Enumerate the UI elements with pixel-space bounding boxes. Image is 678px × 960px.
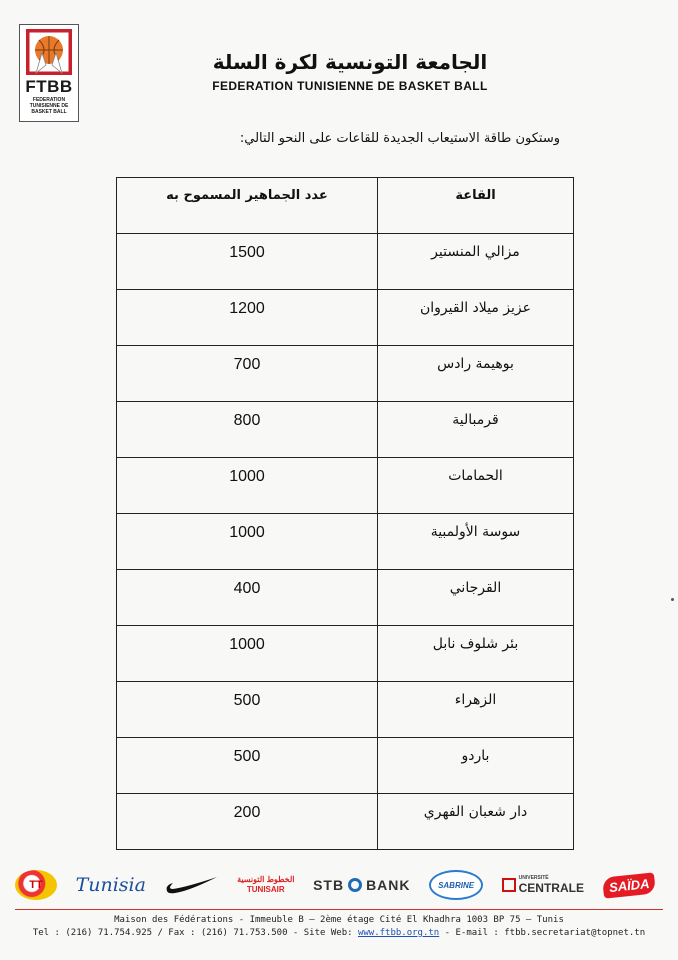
table-row [117,290,574,346]
table-row [117,626,574,682]
stb-label: STB [313,877,345,893]
arabic-title: الجامعة التونسية لكرة السلة [212,50,488,74]
logo-subtitle-line3: BASKET BALL [31,109,67,115]
sponsor-logos [15,866,655,904]
capacity-table [116,177,574,850]
capacity-cell: 1200 [117,290,378,346]
venue-cell: بئر شلوف نابل [378,626,574,682]
footer-divider [15,909,663,910]
sabrine-logo: SABRINE [429,870,483,900]
venue-cell: دار شعبان الفهري [378,794,574,850]
footer-email: - E-mail : ftbb.secretariat@topnet.tn [439,928,646,938]
table-row [117,794,574,850]
tunisie-telecom-logo: TT [15,870,57,900]
venue-cell: بوهيمة رادس [378,346,574,402]
capacity-cell: 500 [117,682,378,738]
table-row [117,682,574,738]
capacity-cell: 500 [117,738,378,794]
nike-swoosh-icon [165,875,219,895]
venue-cell: باردو [378,738,574,794]
logo-acronym: FTBB [25,77,73,96]
capacity-cell: 1000 [117,458,378,514]
footer-contact [0,928,678,938]
venue-cell: قرمبالية [378,402,574,458]
centrale-mark-icon [502,878,516,892]
scan-mark [671,598,674,601]
stb-bank-logo [313,877,410,893]
table-row [117,402,574,458]
table-row [117,458,574,514]
universite-centrale-logo [502,875,584,895]
capacity-cell: 200 [117,794,378,850]
venue-cell: القرجاني [378,570,574,626]
stb-knot-icon [348,878,362,892]
capacity-cell: 400 [117,570,378,626]
footer-address: Maison des Fédérations - Immeuble B – 2ème étage Cité El Khadhra 1003 BP 75 – Tunis [114,915,564,925]
capacity-cell: 1500 [117,234,378,290]
basketball-logo-icon [26,29,72,75]
capacity-column-header: عدد الجماهير المسموح به [117,178,378,234]
venue-cell: عزيز ميلاد القيروان [378,290,574,346]
logo-subtitle-line2: TUNISIENNE DE [29,103,69,109]
capacity-cell: 700 [117,346,378,402]
french-title: FEDERATION TUNISIENNE DE BASKET BALL [212,79,488,93]
logo-subtitle-line1: FEDERATION [32,97,66,103]
capacity-cell: 800 [117,402,378,458]
venue-cell: مزالي المنستير [378,234,574,290]
venue-column-header: القاعة [378,178,574,234]
venue-cell: الزهراء [378,682,574,738]
footer-website-link[interactable]: www.ftbb.org.tn [357,928,440,938]
table-row [117,346,574,402]
bank-label: BANK [366,877,411,893]
table-row [117,234,574,290]
table-row [117,514,574,570]
saida-logo: SAÏDA [602,872,656,898]
tunisair-arabic-label: الخطوط التونسية [237,875,295,884]
table-header-row [117,178,574,234]
capacity-cell: 1000 [117,626,378,682]
venue-cell: الحمامات [378,458,574,514]
tunisair-logo [237,875,294,895]
intro-text: وستكون طاقة الاستيعاب الجديدة للقاعات على النحو التالي: [239,131,560,146]
ftbb-logo [19,24,79,122]
capacity-cell: 1000 [117,514,378,570]
table-row [117,570,574,626]
tunisia-logo: Tunisia [75,874,146,896]
venue-cell: سوسة الأولمبية [378,514,574,570]
centrale-top-label: UNIVERSITÉ [518,875,549,881]
tunisair-label: TUNISAIR [246,885,285,894]
table-row [117,738,574,794]
centrale-label: CENTRALE [518,881,584,895]
footer-phone-fax: Tel : (216) 71.754.925 / Fax : (216) 71.753.500 - Site Web: [32,928,358,938]
